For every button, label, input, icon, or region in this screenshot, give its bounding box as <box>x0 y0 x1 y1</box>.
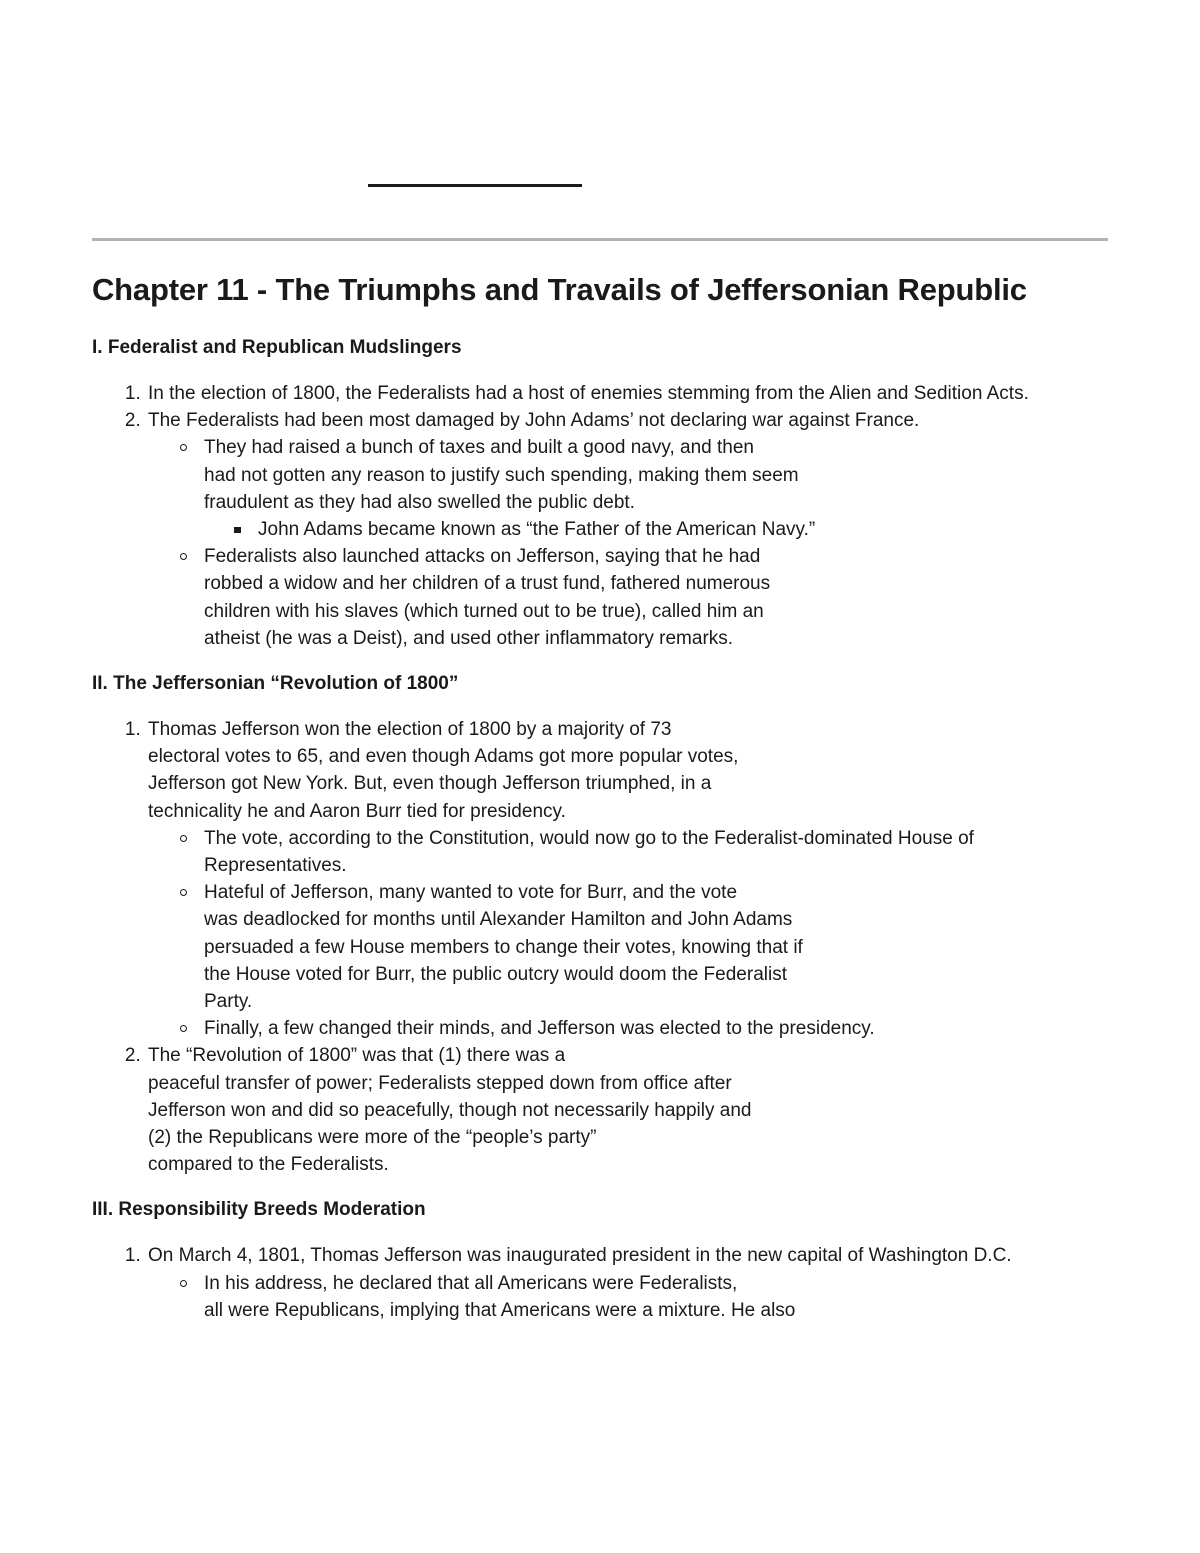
sub-sub-list <box>204 516 1112 543</box>
sub-sub-list-item: John Adams became known as “the Father of the American Navy.” <box>258 516 1112 543</box>
list-item: 1. On March 4, 1801, Thomas Jefferson was inaugurated president in the new capital of Washington D.C. In his address, he declared that all Americans were Federalists, all were Republicans, implying that Americans were a mixture. He also <box>146 1242 1112 1324</box>
section-1-list <box>92 380 1112 652</box>
section-3-list <box>92 1242 1112 1324</box>
sub-list-item: Hateful of Jefferson, many wanted to vote for Burr, and the vote was deadlocked for months until Alexander Hamilton and John Adams persuaded a few House members to change their votes, knowing that if the House voted for Burr, the public outcry would doom the Federalist Party. <box>204 879 1112 1015</box>
list-item: 1. Thomas Jefferson won the election of 1800 by a majority of 73 electoral votes to 65, and even though Adams got more popular votes, Jefferson got New York. But, even though Jefferson triumphed, in a technicality he and Aaron Burr tied for presidency. The vote, according to the Constitution, would now go to the Federalist-dominated House of Representatives. Hateful of Jefferson, many wanted to vote for Burr, and the vote was deadlocked for months until Alexander Hamilton and John Adams persuaded a few House members to change their votes, knowing that if the House voted for Burr, the public outcry would doom the Federalist Party. Finally, a few changed their minds, and Jefferson was elected to the presidency. <box>146 716 1112 1042</box>
sub-list-item: Finally, a few changed their minds, and Jefferson was elected to the presidency. <box>204 1015 1112 1042</box>
sub-list-item: Federalists also launched attacks on Jefferson, saying that he had robbed a widow and her children of a trust fund, fathered numerous children with his slaves (which turned out to be true), called him an atheist (he was a Deist), and used other inflammatory remarks. <box>204 543 1112 652</box>
list-item: 1. In the election of 1800, the Federalists had a host of enemies stemming from the Alien and Sedition Acts. <box>146 380 1112 407</box>
list-item: 2. The Federalists had been most damaged by John Adams’ not declaring war against France. They had raised a bunch of taxes and built a good navy, and then had not gotten any reason to justify such spending, making them seem fraudulent as they had also swelled the public debt. John Adams became known as “the Father of the American Navy.” Federalists also launched attacks on Jefferson, saying that he had robbed a widow and her children of a trust fund, fathered numerous children with his slaves (which turned out to be true), called him an atheist (he was a Deist), and used other inflammatory remarks. <box>146 407 1112 652</box>
sub-list <box>148 1270 1112 1324</box>
list-item: 2. The “Revolution of 1800” was that (1) there was a peaceful transfer of power; Federalists stepped down from office after Jefferson won and did so peacefully, though not necessarily happily and (2) the Republicans were more of the “people’s party” compared to the Federalists. <box>146 1042 1112 1178</box>
chapter-title: Chapter 11 - The Triumphs and Travails of Jeffersonian Republic <box>92 272 1027 307</box>
sub-list <box>148 434 1112 652</box>
sub-list-item: They had raised a bunch of taxes and built a good navy, and then had not gotten any reason to justify such spending, making them seem fraudulent as they had also swelled the public debt. John Adams became known as “the Father of the American Navy.” <box>204 434 1112 543</box>
section-heading-1: I. Federalist and Republican Mudslingers <box>92 337 462 358</box>
document-body <box>92 266 1112 1342</box>
sub-list <box>148 825 1112 1043</box>
section-heading-2: II. The Jeffersonian “Revolution of 1800” <box>92 673 459 695</box>
section-2-list <box>92 716 1112 1178</box>
header-divider <box>92 238 1108 241</box>
section-heading-3: III. Responsibility Breeds Moderation <box>92 1199 426 1221</box>
sub-list-item: The vote, according to the Constitution, would now go to the Federalist-dominated House of Representatives. <box>204 825 1112 879</box>
name-blank-line <box>368 184 582 187</box>
sub-list-item: In his address, he declared that all Americans were Federalists, all were Republicans, implying that Americans were a mixture. He also <box>204 1270 1112 1324</box>
